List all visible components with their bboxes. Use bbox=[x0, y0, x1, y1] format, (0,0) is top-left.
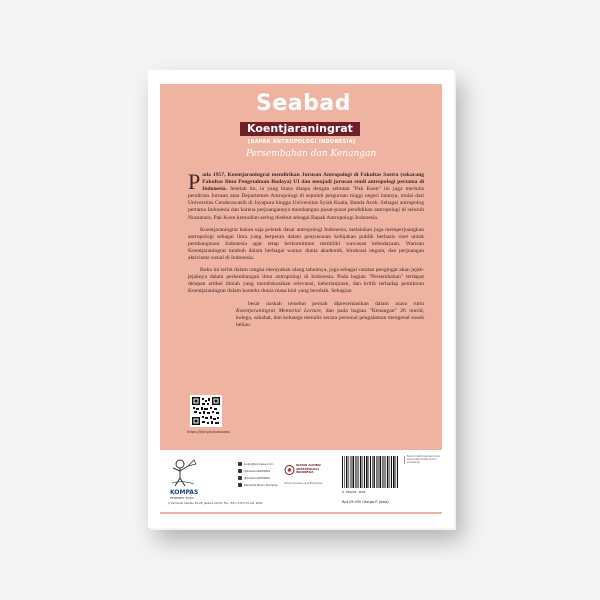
qr-code-icon bbox=[192, 397, 220, 425]
price-label: Rp129.000 (Harga P. Jawa) bbox=[342, 500, 389, 504]
partner-name: IKATAN ALUMNI ANTROPOLOGI INDONESIA bbox=[296, 463, 321, 475]
facebook-icon bbox=[238, 483, 242, 487]
book-title: Seabad bbox=[256, 91, 351, 116]
small-notice: Buku ini terbit atas hasil kerja sama antara Ikatan Alumni Antropologi bbox=[404, 456, 441, 464]
instagram-icon bbox=[238, 476, 242, 480]
publisher-sub: PENERBIT BUKU bbox=[170, 496, 194, 500]
blurb-paragraph-4-b: , dan pada bagian "Kenangan" 26 murid, kolega, sahabat, dan keluarga menulis secara personal pengalaman mengenal sosok beliau. bbox=[236, 307, 424, 328]
book-back-cover bbox=[148, 70, 454, 528]
subtitle-bar bbox=[240, 122, 360, 136]
blurb-paragraph-2: Koentjaraningrat bukan saja peletak dasar antropologi Indonesia, melainkan juga memperjuangkan antropologi sebagai ilmu yang berperan dalam penyusunan kebijakan publik berbasis riset untuk pembangunan Indonesia agar tetap berkomitmen memiliki wawasan kebudayaan. Warisan Koentjaraningrat tumbuh dalam berbagai warna: dunia akademik, birokrasi negara, dan perjuangan aktivisme sosial di Indonesia. bbox=[188, 226, 424, 262]
dropcap: P bbox=[188, 169, 201, 194]
blurb-paragraph-3: Buku ini terbit dalam rangka merayakan ulang tahunnya, juga sebagai catatan pengingat akan jejak-jejaknya dalam perkembangan ilmu antropologi di Indonesia. Pada bagian "Persembahan" terdapat delapan artikel ilmiah yang mendiskusikan relevansi, keberlanjutan, dan kritik terhadap pemikiran Koentjaraningrat dalam konteks dunia masa kini yang berubah. Sebagian bbox=[188, 267, 424, 295]
contact-email[interactable] bbox=[238, 460, 278, 467]
footer-strip bbox=[160, 450, 442, 512]
book-subtitle: Koentjaraningrat bbox=[247, 122, 353, 135]
contact-instagram[interactable] bbox=[238, 474, 278, 481]
blurb-paragraph-1-rest: Setelah itu, ia yang biasa disapa dengan sebutan "Pak Koen" ini juga merintis pendirian Jurusan atau Departemen Antropologi di sepuluh perguruan tinggi negeri lainnya, mulai dari Universitas Cenderawasih di Jayapura hingga Universitas Syiah Kuala, Banda Aceh. Sebagai antropolog pertama Indonesia dan karena perjuangannya membangun pusat-pusat pendidikan antropologi di seluruh Nusantara, Pak Koen kemudian sering disebut sebagai Bapak Antropologi Indonesia. bbox=[188, 186, 424, 221]
isbn-number: 9 786234 1034 bbox=[342, 490, 366, 494]
book-subsubtitle: [BAPAK ANTROPOLOGI INDONESIA] bbox=[248, 139, 356, 145]
publisher-name: KOMPAS bbox=[170, 489, 199, 496]
book-tagline: Persembahan dan Kenangan bbox=[246, 149, 377, 159]
barcode-icon bbox=[342, 456, 398, 488]
publisher-contacts bbox=[238, 460, 278, 488]
contact-twitter-text: @kobukuKOMPAS bbox=[244, 468, 271, 473]
blurb-paragraph-1 bbox=[188, 169, 424, 222]
blurb-paragraph-4-a: besar naskah tersebut pernah dipresentasikan dalam acara rutin bbox=[248, 300, 424, 307]
email-icon bbox=[238, 462, 242, 466]
blurb-paragraph-1-bold: ada 1957, Koentjaraningrat mendirikan Jurusan Antropologi di Fakultas Sastra (sekarang Fakultas Ilmu Pengetahuan Budaya) UI dan menjadi jurusan studi antropologi pertama di Indonesia. bbox=[202, 172, 424, 193]
qr-code[interactable] bbox=[190, 395, 222, 427]
blurb bbox=[188, 169, 424, 334]
contact-facebook-text: Penerbit Buku Kompas bbox=[244, 482, 278, 487]
contact-instagram-text: @kobukuKOMPAS bbox=[244, 475, 271, 480]
qr-url[interactable]: https://bit.ly/kobukuseas bbox=[187, 430, 231, 434]
contact-facebook[interactable] bbox=[238, 481, 278, 488]
publisher-logo bbox=[170, 489, 198, 500]
contact-email-text: buku@kompas.com bbox=[244, 461, 274, 466]
publisher-mascot-icon bbox=[168, 456, 198, 488]
blurb-paragraph-4-italic: Koentjaraningrat Memorial Lecture bbox=[236, 307, 321, 314]
blurb-paragraph-4 bbox=[236, 301, 424, 329]
publisher-address: Jl. Palmerah Selatan 26-28, Jakarta 10270, Fax. (021) 5347715 ext. 9696 bbox=[168, 502, 263, 505]
twitter-icon bbox=[238, 469, 242, 473]
partner-logo-icon bbox=[284, 464, 295, 478]
partner-sub: Untuk Indonesia yang Berbudaya bbox=[284, 482, 323, 485]
contact-twitter[interactable] bbox=[238, 467, 278, 474]
